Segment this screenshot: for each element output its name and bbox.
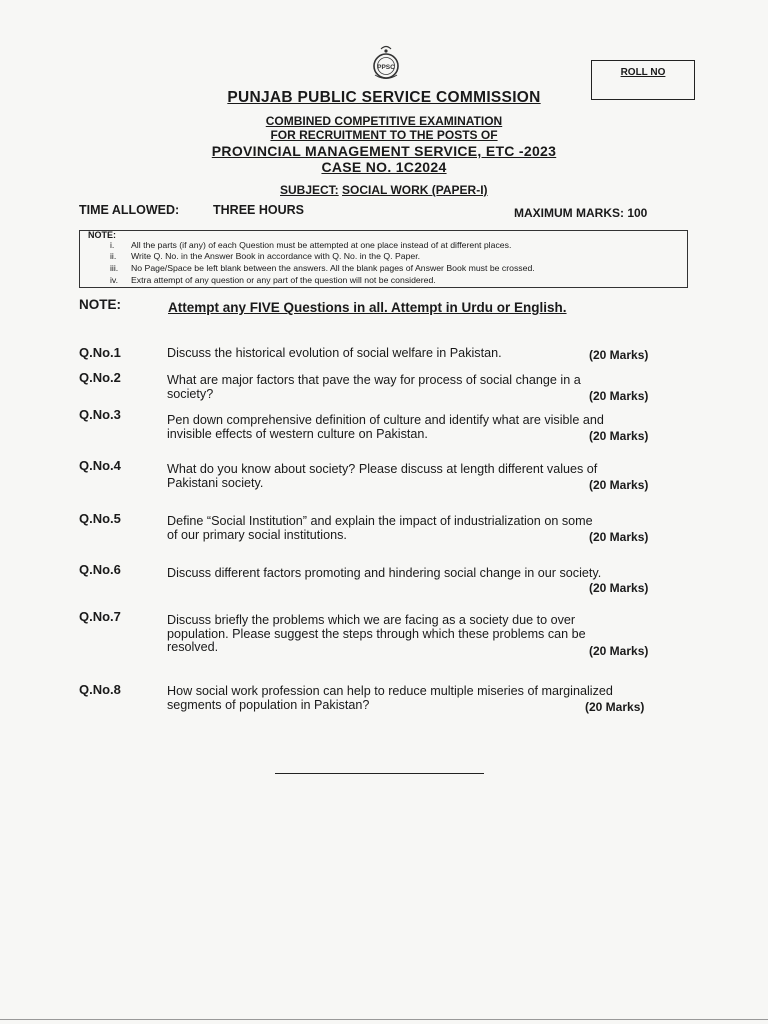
instruction-label: NOTE:	[79, 297, 121, 312]
question-marks: (20 Marks)	[589, 644, 649, 658]
case-number: CASE NO. 1C2024	[321, 159, 447, 175]
note-item-text: All the parts (if any) of each Question must be attempted at one place instead of at different places.	[131, 240, 512, 250]
question-line: segments of population in Pakistan?	[167, 697, 370, 712]
question-text	[167, 613, 689, 658]
page-edge-divider	[0, 1019, 768, 1020]
question-number: Q.No.5	[79, 511, 121, 526]
question-line: Discuss different factors promoting and hindering social change in our society.	[167, 566, 602, 580]
question-text	[167, 414, 689, 441]
subject-value: SOCIAL WORK (PAPER-I)	[342, 183, 488, 197]
question-line: population. Please suggest the steps through which these problems can be	[167, 626, 586, 641]
roll-no-label: ROLL NO	[620, 67, 666, 78]
note-item-text: Write Q. No. in the Answer Book in accordance with Q. No. in the Q. Paper.	[131, 251, 421, 261]
question-marks: (20 Marks)	[589, 581, 649, 595]
question-line: Pakistani society.	[167, 475, 264, 490]
question-text	[167, 515, 689, 542]
time-allowed-label: TIME ALLOWED:	[79, 203, 180, 217]
note-item-text: No Page/Space be left blank between the answers. All the blank pages of Answer Book must be crossed.	[131, 263, 535, 273]
question-marks: (20 Marks)	[589, 429, 649, 443]
question-marks: (20 Marks)	[589, 389, 649, 403]
note-item-text: Extra attempt of any question or any part of the question will not be considered.	[131, 275, 436, 285]
question-text	[167, 463, 689, 490]
exam-title-line1: COMBINED COMPETITIVE EXAMINATION	[265, 114, 503, 128]
note-item-num: iii.	[110, 263, 119, 273]
question-text	[167, 566, 689, 595]
question-marks: (20 Marks)	[585, 700, 645, 714]
svg-text:PPSC: PPSC	[377, 64, 395, 71]
note-box	[79, 230, 688, 288]
end-rule	[275, 773, 484, 774]
maximum-marks: MAXIMUM MARKS: 100	[514, 206, 648, 220]
note-box-title: NOTE:	[88, 230, 116, 240]
service-title: PROVINCIAL MANAGEMENT SERVICE, ETC -2023	[211, 143, 557, 159]
instruction-text: Attempt any FIVE Questions in all. Attempt in Urdu or English.	[168, 300, 567, 315]
question-number: Q.No.1	[79, 345, 121, 360]
question-line: How social work profession can help to reduce multiple miseries of marginalized	[167, 684, 613, 698]
question-number: Q.No.2	[79, 370, 121, 385]
question-line: What are major factors that pave the way for process of social change in a	[167, 373, 581, 387]
question-number: Q.No.4	[79, 458, 121, 473]
question-number: Q.No.7	[79, 609, 121, 624]
commission-title: PUNJAB PUBLIC SERVICE COMMISSION	[227, 89, 541, 106]
note-item-num: i.	[110, 240, 115, 250]
subject-label: SUBJECT:	[280, 183, 339, 197]
question-number: Q.No.3	[79, 407, 121, 422]
ppsc-logo	[366, 44, 406, 84]
question-line: Discuss briefly the problems which we are facing as a society due to over	[167, 613, 576, 627]
exam-title-line2: FOR RECRUITMENT TO THE POSTS OF	[270, 128, 498, 142]
question-marks: (20 Marks)	[589, 530, 649, 544]
question-line: resolved.	[167, 640, 219, 654]
time-allowed-value: THREE HOURS	[213, 203, 304, 217]
question-text	[167, 685, 689, 712]
question-text	[167, 347, 689, 361]
question-line: Pen down comprehensive definition of culture and identify what are visible and	[167, 413, 604, 427]
question-number: Q.No.8	[79, 682, 121, 697]
question-number: Q.No.6	[79, 562, 121, 577]
question-marks: (20 Marks)	[589, 348, 649, 362]
question-line: Discuss the historical evolution of social welfare in Pakistan.	[167, 346, 502, 360]
question-text	[167, 374, 689, 401]
note-item-num: iv.	[110, 275, 119, 285]
question-line: invisible effects of western culture on Pakistan.	[167, 426, 428, 441]
question-marks: (20 Marks)	[589, 478, 649, 492]
question-line: society?	[167, 386, 214, 401]
question-line: Define “Social Institution” and explain the impact of industrialization on some	[167, 514, 593, 528]
question-line: of our primary social institutions.	[167, 527, 347, 542]
question-line: What do you know about society? Please discuss at length different values of	[167, 462, 598, 476]
note-item-num: ii.	[110, 251, 117, 261]
